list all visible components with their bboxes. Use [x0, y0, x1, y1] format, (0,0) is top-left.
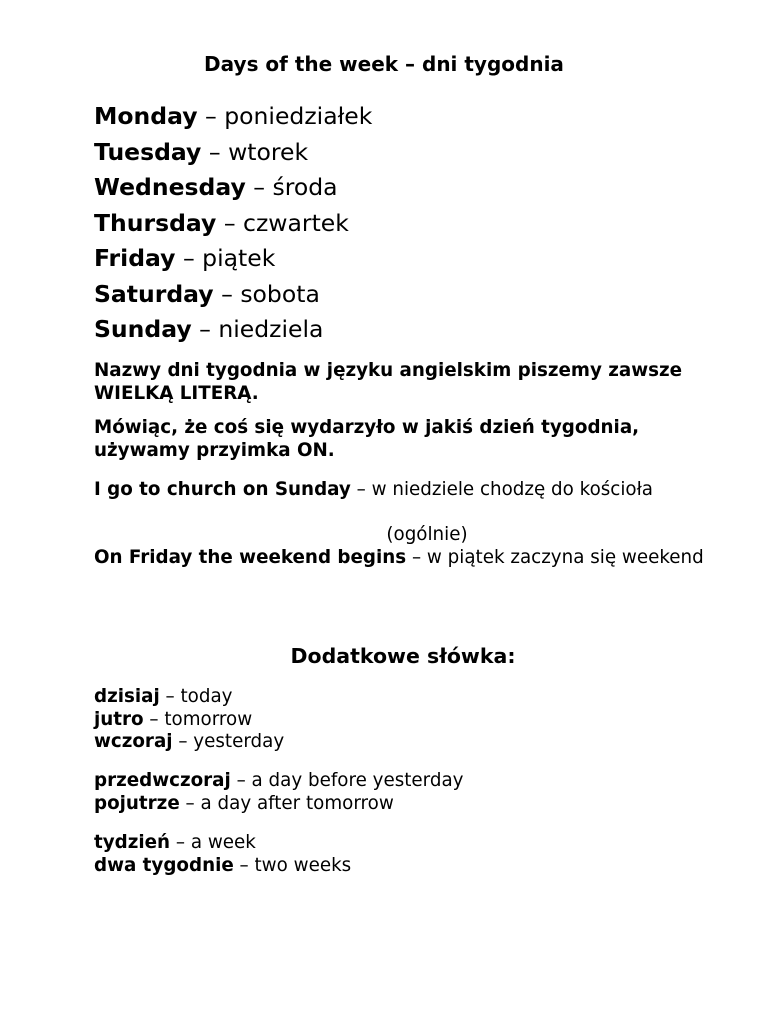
vocab-english: – two weeks	[233, 854, 352, 876]
day-item-tuesday	[94, 135, 714, 171]
vocab-polish: jutro	[94, 708, 144, 730]
rule-capital-letter: Nazwy dni tygodnia w języku angielskim piszemy zawsze WIELKĄ LITERĄ.	[94, 360, 683, 404]
vocab-english: – today	[159, 686, 233, 707]
vocab-item	[94, 793, 694, 816]
day-item-thursday	[94, 206, 714, 242]
day-english: Thursday	[94, 208, 217, 237]
day-polish: – wtorek	[201, 137, 309, 166]
vocab-polish: dzisiaj	[94, 686, 160, 707]
days-list	[94, 99, 714, 348]
day-item-sunday	[94, 312, 714, 348]
example-sentence-1	[94, 479, 734, 502]
example-english: I go to church on Sunday	[94, 479, 351, 500]
day-polish: – sobota	[213, 279, 320, 308]
example-polish: – w piątek zaczyna się weekend	[406, 547, 704, 568]
vocab-polish: przedwczoraj	[94, 770, 231, 791]
day-item-monday	[94, 99, 714, 135]
example-sentence-2	[94, 547, 734, 570]
vocab-polish: pojutrze	[94, 792, 180, 814]
day-english: Sunday	[94, 315, 192, 343]
vocab-group-relative-days	[94, 770, 694, 815]
day-polish: – piątek	[175, 244, 276, 272]
day-polish: – niedziela	[191, 315, 324, 343]
vocab-polish: dwa tygodnie	[94, 854, 234, 876]
day-polish: – czwartek	[216, 208, 349, 237]
day-item-saturday	[94, 277, 714, 313]
vocab-item	[94, 855, 694, 878]
vocab-item	[94, 770, 694, 793]
day-english: Tuesday	[94, 137, 202, 166]
vocab-item	[94, 709, 694, 732]
vocab-group-weeks	[94, 832, 694, 877]
vocab-item	[94, 731, 694, 754]
day-english: Saturday	[94, 279, 214, 308]
day-english: Monday	[94, 102, 198, 130]
day-polish: – poniedziałek	[197, 102, 373, 130]
day-polish: – środa	[245, 173, 338, 201]
page-title: Days of the week – dni tygodnia	[204, 52, 564, 76]
rule-preposition-on: Mówiąc, że coś się wydarzyło w jakiś dzień tygodnia, używamy przyimka ON.	[94, 417, 640, 461]
day-item-wednesday	[94, 170, 714, 206]
vocab-item	[94, 686, 694, 709]
example-note: (ogólnie)	[386, 524, 468, 545]
vocab-polish: wczoraj	[94, 731, 173, 752]
vocab-english: – a day before yesterday	[230, 770, 464, 791]
vocab-item	[94, 832, 694, 855]
vocab-english: – yesterday	[172, 731, 285, 752]
day-english: Wednesday	[94, 173, 246, 201]
day-english: Friday	[94, 244, 176, 272]
vocab-english: – a day after tomorrow	[179, 792, 394, 814]
extra-words-heading: Dodatkowe słówka:	[290, 644, 516, 668]
vocab-polish: tydzień	[94, 832, 171, 853]
example-polish: – w niedziele chodzę do kościoła	[350, 479, 653, 500]
vocab-group-days	[94, 686, 694, 754]
vocab-english: – a week	[170, 832, 256, 853]
day-item-friday	[94, 241, 714, 277]
vocab-english: – tomorrow	[143, 708, 253, 730]
example-english: On Friday the weekend begins	[94, 547, 407, 568]
